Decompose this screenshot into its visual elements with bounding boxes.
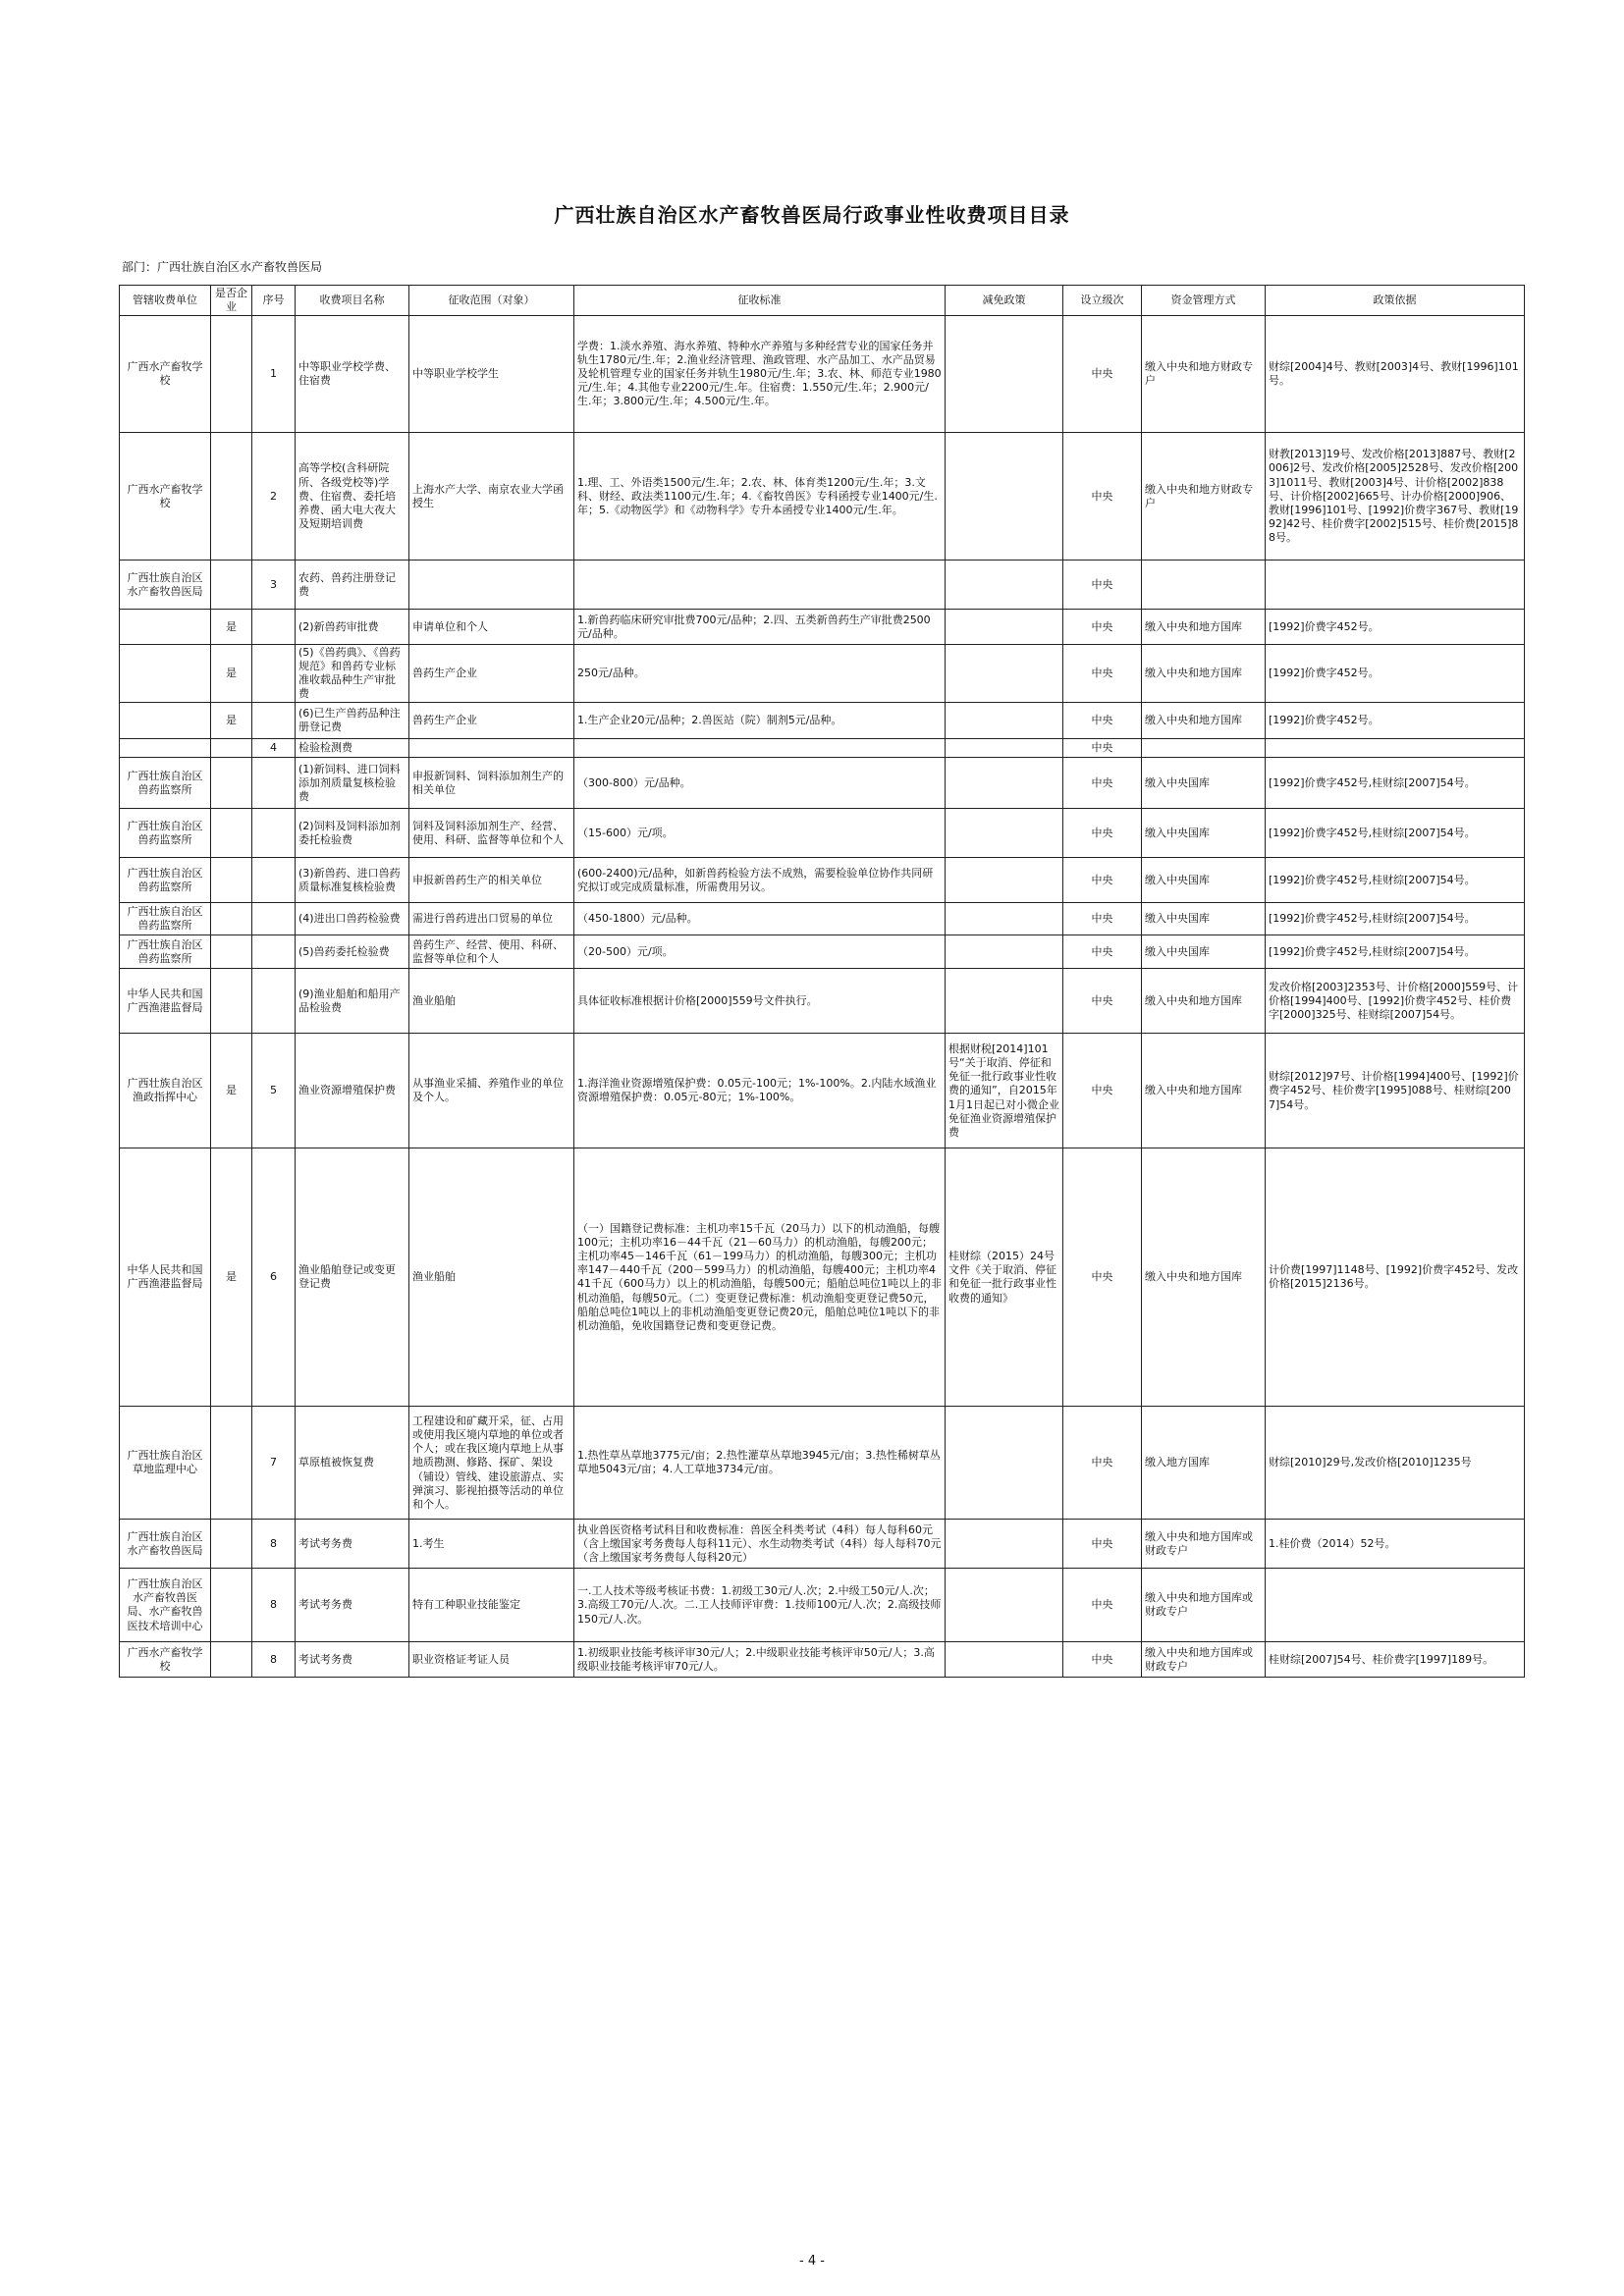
cell-unit: 广西壮族自治区水产畜牧兽医局、水产畜牧兽医技术培训中心 xyxy=(120,1569,211,1642)
cell-unit: 广西壮族自治区水产畜牧兽医局 xyxy=(120,1520,211,1569)
header-seq: 序号 xyxy=(252,286,296,316)
cell-fund: 缴入中央和地方国库 xyxy=(1142,645,1266,703)
cell-fund: 缴入中央和地方国库 xyxy=(1142,1148,1266,1407)
cell-basis: 桂财综[2007]54号、桂价费字[1997]189号。 xyxy=(1266,1642,1525,1678)
cell-relief xyxy=(946,316,1063,433)
cell-basis xyxy=(1266,1569,1525,1642)
cell-relief xyxy=(946,561,1063,610)
cell-unit: 广西壮族自治区草地监理中心 xyxy=(120,1407,211,1520)
page-title: 广西壮族自治区水产畜牧兽医局行政事业性收费项目目录 xyxy=(554,203,1070,227)
cell-fund: 缴入中央国库 xyxy=(1142,809,1266,858)
table-row xyxy=(120,1034,1525,1148)
cell-level: 中央 xyxy=(1063,1034,1142,1148)
cell-relief xyxy=(946,1642,1063,1678)
cell-name: 渔业船舶登记或变更登记费 xyxy=(296,1148,409,1407)
cell-enterprise xyxy=(211,903,252,935)
cell-standard: （450-1800）元/品种。 xyxy=(574,903,946,935)
cell-enterprise xyxy=(211,739,252,758)
cell-standard: 具体征收标准根据计价格[2000]559号文件执行。 xyxy=(574,969,946,1034)
cell-standard: 学费：1.淡水养殖、海水养殖、特种水产养殖与多种经营专业的国家任务并轨生1780元/生.年；2.渔业经济管理、渔政管理、水产品加工、水产品贸易及轮机管理专业的国家任务并轨生1980元/生.年；3.农、林、师范专业1980元/生.年；4.其他专业2200元/生.年。住宿费：1.550元/生.年；2.900元/生.年；3.800元/生.年；4.500元/生.年。 xyxy=(574,316,946,433)
cell-fund: 缴入地方国库 xyxy=(1142,1407,1266,1520)
cell-basis xyxy=(1266,739,1525,758)
cell-name: 考试考务费 xyxy=(296,1569,409,1642)
cell-fund: 缴入中央国库 xyxy=(1142,858,1266,903)
header-fund: 资金管理方式 xyxy=(1142,286,1266,316)
cell-seq: 3 xyxy=(252,561,296,610)
cell-level: 中央 xyxy=(1063,1642,1142,1678)
cell-relief: 桂财综（2015）24号文件《关于取消、停征和免征一批行政事业性收费的通知》 xyxy=(946,1148,1063,1407)
cell-fund: 缴入中央和地方国库或财政专户 xyxy=(1142,1642,1266,1678)
cell-fund: 缴入中央和地方国库 xyxy=(1142,1034,1266,1148)
cell-enterprise xyxy=(211,1407,252,1520)
cell-relief xyxy=(946,969,1063,1034)
cell-level: 中央 xyxy=(1063,1520,1142,1569)
cell-scope: 从事渔业采捕、养殖作业的单位及个人。 xyxy=(409,1034,574,1148)
cell-relief xyxy=(946,1520,1063,1569)
cell-scope: 渔业船舶 xyxy=(409,1148,574,1407)
cell-standard: （300-800）元/品种。 xyxy=(574,758,946,809)
cell-level: 中央 xyxy=(1063,969,1142,1034)
cell-name: 中等职业学校学费、住宿费 xyxy=(296,316,409,433)
cell-fund: 缴入中央国库 xyxy=(1142,903,1266,935)
cell-seq: 4 xyxy=(252,739,296,758)
cell-basis: 1.桂价费（2014）52号。 xyxy=(1266,1520,1525,1569)
cell-standard: 250元/品种。 xyxy=(574,645,946,703)
cell-level: 中央 xyxy=(1063,561,1142,610)
cell-basis: 财综[2012]97号、计价格[1994]400号、[1992]价费字452号、桂价费字[1995]088号、桂财综[2007]54号。 xyxy=(1266,1034,1525,1148)
cell-relief xyxy=(946,433,1063,561)
cell-name: 考试考务费 xyxy=(296,1520,409,1569)
cell-enterprise xyxy=(211,935,252,969)
cell-seq xyxy=(252,935,296,969)
table-row xyxy=(120,1642,1525,1678)
cell-fund: 缴入中央和地方国库或财政专户 xyxy=(1142,1569,1266,1642)
cell-enterprise xyxy=(211,1520,252,1569)
cell-unit: 广西水产畜牧学校 xyxy=(120,1642,211,1678)
cell-basis: 发改价格[2003]2353号、计价格[2000]559号、计价格[1994]400号、[1992]价费字452号、桂价费字[2000]325号、桂财综[2007]54号。 xyxy=(1266,969,1525,1034)
header-standard: 征收标准 xyxy=(574,286,946,316)
cell-scope: 兽药生产企业 xyxy=(409,703,574,739)
cell-standard: 1.初级职业技能考核评审30元/人；2.中级职业技能考核评审50元/人；3.高级职业技能考核评审70元/人。 xyxy=(574,1642,946,1678)
header-relief: 减免政策 xyxy=(946,286,1063,316)
cell-relief xyxy=(946,858,1063,903)
cell-level: 中央 xyxy=(1063,610,1142,645)
cell-scope: 饲料及饲料添加剂生产、经营、使用、科研、监督等单位和个人 xyxy=(409,809,574,858)
cell-relief xyxy=(946,703,1063,739)
department-label: 部门：广西壮族自治区水产畜牧兽医局 xyxy=(122,260,323,274)
cell-scope xyxy=(409,739,574,758)
cell-enterprise xyxy=(211,969,252,1034)
cell-level: 中央 xyxy=(1063,645,1142,703)
cell-relief: 根据财税[2014]101号“关于取消、停征和免征一批行政事业性收费的通知”，自2015年1月1日起已对小微企业免征渔业资源增殖保护费 xyxy=(946,1034,1063,1148)
cell-unit xyxy=(120,739,211,758)
cell-standard: 1.生产企业20元/品种；2.兽医站（院）制剂5元/品种。 xyxy=(574,703,946,739)
cell-name: 检验检测费 xyxy=(296,739,409,758)
cell-fund: 缴入中央国库 xyxy=(1142,758,1266,809)
cell-enterprise xyxy=(211,1569,252,1642)
cell-level: 中央 xyxy=(1063,935,1142,969)
cell-relief xyxy=(946,758,1063,809)
table-row xyxy=(120,433,1525,561)
cell-fund: 缴入中央和地方国库 xyxy=(1142,610,1266,645)
table-row xyxy=(120,1569,1525,1642)
cell-scope: 需进行兽药进出口贸易的单位 xyxy=(409,903,574,935)
table-row xyxy=(120,316,1525,433)
cell-level: 中央 xyxy=(1063,758,1142,809)
cell-scope xyxy=(409,561,574,610)
cell-standard: 1.理、工、外语类1500元/生.年；2.农、林、体育类1200元/生.年；3.文科、财经、政法类1100元/生.年；4.《畜牧兽医》专科函授专业1400元/生.年；5.《动物医学》和《动物科学》专升本函授专业1400元/生.年。 xyxy=(574,433,946,561)
table-row xyxy=(120,758,1525,809)
cell-basis xyxy=(1266,561,1525,610)
header-level: 设立级次 xyxy=(1063,286,1142,316)
cell-fund: 缴入中央和地方财政专户 xyxy=(1142,316,1266,433)
cell-seq: 8 xyxy=(252,1520,296,1569)
cell-enterprise xyxy=(211,316,252,433)
cell-unit: 广西壮族自治区兽药监察所 xyxy=(120,858,211,903)
cell-seq xyxy=(252,858,296,903)
cell-relief xyxy=(946,903,1063,935)
cell-level: 中央 xyxy=(1063,858,1142,903)
cell-enterprise xyxy=(211,1642,252,1678)
cell-seq xyxy=(252,758,296,809)
table-row xyxy=(120,561,1525,610)
cell-standard xyxy=(574,561,946,610)
cell-fund: 缴入中央和地方财政专户 xyxy=(1142,433,1266,561)
cell-basis: [1992]价费字452号,桂财综[2007]54号。 xyxy=(1266,935,1525,969)
table-row xyxy=(120,969,1525,1034)
cell-name: (9)渔业船舶和船用产品检验费 xyxy=(296,969,409,1034)
cell-enterprise: 是 xyxy=(211,703,252,739)
cell-level: 中央 xyxy=(1063,903,1142,935)
cell-basis: 财教[2013]19号、发改价格[2013]887号、教财[2006]2号、发改价格[2005]2528号、发改价格[2003]1011号、教财[2003]4号、计价格[2002]838号、计价格[2002]665号、计办价格[2000]906、教财[1996]101号、[1992]价费字367号、教财[1992]42号、桂价费字[2002]515号、桂价费[2015]88号。 xyxy=(1266,433,1525,561)
table-row xyxy=(120,739,1525,758)
cell-standard: 1.新兽药临床研究审批费700元/品种；2.四、五类新兽药生产审批费2500元/品种。 xyxy=(574,610,946,645)
cell-enterprise xyxy=(211,561,252,610)
cell-scope: 申报新兽药生产的相关单位 xyxy=(409,858,574,903)
cell-seq xyxy=(252,703,296,739)
cell-seq xyxy=(252,903,296,935)
cell-seq: 7 xyxy=(252,1407,296,1520)
cell-unit: 广西水产畜牧学校 xyxy=(120,433,211,561)
cell-standard xyxy=(574,739,946,758)
cell-unit: 中华人民共和国广西渔港监督局 xyxy=(120,1148,211,1407)
table-header-row xyxy=(120,286,1525,316)
cell-name: 渔业资源增殖保护费 xyxy=(296,1034,409,1148)
cell-unit: 广西壮族自治区兽药监察所 xyxy=(120,758,211,809)
cell-relief xyxy=(946,739,1063,758)
cell-fund: 缴入中央国库 xyxy=(1142,935,1266,969)
cell-name: (5)兽药委托检验费 xyxy=(296,935,409,969)
header-unit: 管辖收费单位 xyxy=(120,286,211,316)
cell-level: 中央 xyxy=(1063,316,1142,433)
table-row xyxy=(120,645,1525,703)
cell-fund: 缴入中央和地方国库 xyxy=(1142,969,1266,1034)
cell-unit: 广西壮族自治区兽药监察所 xyxy=(120,935,211,969)
cell-enterprise xyxy=(211,809,252,858)
cell-level: 中央 xyxy=(1063,1569,1142,1642)
table-row xyxy=(120,935,1525,969)
cell-scope: 特有工种职业技能鉴定 xyxy=(409,1569,574,1642)
cell-standard: 一.工人技术等级考核证书费：1.初级工30元/人.次；2.中级工50元/人.次；3.高级工70元/人.次。二.工人技师评审费：1.技师100元/人.次；2.高级技师150元/人.次。 xyxy=(574,1569,946,1642)
cell-scope: 1.考生 xyxy=(409,1520,574,1569)
cell-basis: 计价费[1997]1148号、[1992]价费字452号、发改价格[2015]2136号。 xyxy=(1266,1148,1525,1407)
cell-relief xyxy=(946,1569,1063,1642)
cell-seq: 8 xyxy=(252,1569,296,1642)
page-number: - 4 - xyxy=(799,2254,825,2269)
table-row xyxy=(120,809,1525,858)
cell-name: 草原植被恢复费 xyxy=(296,1407,409,1520)
cell-scope: 兽药生产、经营、使用、科研、监督等单位和个人 xyxy=(409,935,574,969)
cell-scope: 申请单位和个人 xyxy=(409,610,574,645)
cell-seq: 8 xyxy=(252,1642,296,1678)
cell-seq xyxy=(252,969,296,1034)
header-basis: 政策依据 xyxy=(1266,286,1525,316)
cell-basis: [1992]价费字452号。 xyxy=(1266,610,1525,645)
cell-unit: 广西壮族自治区兽药监察所 xyxy=(120,903,211,935)
cell-relief xyxy=(946,610,1063,645)
header-scope: 征收范围（对象） xyxy=(409,286,574,316)
cell-enterprise: 是 xyxy=(211,645,252,703)
cell-relief xyxy=(946,935,1063,969)
cell-seq: 5 xyxy=(252,1034,296,1148)
cell-standard: （一）国籍登记费标准：主机功率15千瓦（20马力）以下的机动渔船，每艘100元；主机功率16－44千瓦（21－60马力）的机动渔船，每艘200元；主机功率45－146千瓦（61－199马力）的机动渔船，每艘300元；主机功率147－440千瓦（200－599马力）的机动渔船，每艘400元；主机功率441千瓦（600马力）以上的机动渔船，每艘500元；船舶总吨位1吨以上的非机动渔船，每艘50元。（二）变更登记费标准：机动渔船变更登记费50元，船舶总吨位1吨以上的非机动渔船变更登记费20元，船舶总吨位1吨以下的非机动渔船，免收国籍登记费和变更登记费。 xyxy=(574,1148,946,1407)
cell-scope: 工程建设和矿藏开采，征、占用或使用我区境内草地的单位或者个人；或在我区境内草地上从事地质勘测、修路、探矿、架设（铺设）管线、建设旅游点、实弹演习、影视拍摄等活动的单位和个人。 xyxy=(409,1407,574,1520)
cell-standard: （20-500）元/项。 xyxy=(574,935,946,969)
table-row xyxy=(120,1520,1525,1569)
cell-name: (3)新兽药、进口兽药质量标准复核检验费 xyxy=(296,858,409,903)
cell-basis: [1992]价费字452号,桂财综[2007]54号。 xyxy=(1266,903,1525,935)
cell-basis: [1992]价费字452号。 xyxy=(1266,703,1525,739)
table-row xyxy=(120,858,1525,903)
cell-basis: [1992]价费字452号。 xyxy=(1266,645,1525,703)
cell-scope: 中等职业学校学生 xyxy=(409,316,574,433)
cell-enterprise: 是 xyxy=(211,610,252,645)
cell-seq: 1 xyxy=(252,316,296,433)
cell-unit: 广西壮族自治区水产畜牧兽医局 xyxy=(120,561,211,610)
cell-basis: [1992]价费字452号,桂财综[2007]54号。 xyxy=(1266,858,1525,903)
cell-name: (1)新饲料、进口饲料添加剂质量复核检验费 xyxy=(296,758,409,809)
cell-unit xyxy=(120,703,211,739)
cell-basis: 财综[2010]29号,发改价格[2010]1235号 xyxy=(1266,1407,1525,1520)
cell-seq xyxy=(252,610,296,645)
table-row xyxy=(120,703,1525,739)
cell-fund xyxy=(1142,561,1266,610)
cell-enterprise: 是 xyxy=(211,1148,252,1407)
cell-enterprise xyxy=(211,758,252,809)
cell-level: 中央 xyxy=(1063,433,1142,561)
cell-unit: 中华人民共和国广西渔港监督局 xyxy=(120,969,211,1034)
cell-enterprise xyxy=(211,858,252,903)
cell-scope: 兽药生产企业 xyxy=(409,645,574,703)
cell-standard: 执业兽医资格考试科目和收费标准：兽医全科类考试（4科）每人每科60元（含上缴国家考务费每人每科11元）、水生动物类考试（4科）每人每科70元（含上缴国家考务费每人每科20元） xyxy=(574,1520,946,1569)
cell-name: (4)进出口兽药检验费 xyxy=(296,903,409,935)
cell-name: (2)饲料及饲料添加剂委托检验费 xyxy=(296,809,409,858)
cell-name: 考试考务费 xyxy=(296,1642,409,1678)
cell-seq: 2 xyxy=(252,433,296,561)
cell-level: 中央 xyxy=(1063,809,1142,858)
cell-basis: 财综[2004]4号、教财[2003]4号、教财[1996]101号。 xyxy=(1266,316,1525,433)
cell-name: 农药、兽药注册登记费 xyxy=(296,561,409,610)
fee-table xyxy=(119,285,1525,1678)
cell-seq xyxy=(252,645,296,703)
cell-enterprise: 是 xyxy=(211,1034,252,1148)
table-row xyxy=(120,903,1525,935)
table-row xyxy=(120,1407,1525,1520)
cell-name: (6)已生产兽药品种注册登记费 xyxy=(296,703,409,739)
cell-unit: 广西壮族自治区兽药监察所 xyxy=(120,809,211,858)
table-row xyxy=(120,610,1525,645)
cell-name: (5)《兽药典》、《兽药规范》和兽药专业标准收载品种生产审批费 xyxy=(296,645,409,703)
cell-fund xyxy=(1142,739,1266,758)
cell-fund: 缴入中央和地方国库 xyxy=(1142,703,1266,739)
cell-unit xyxy=(120,610,211,645)
cell-standard: 1.海洋渔业资源增殖保护费：0.05元-100元；1%-100%。2.内陆水域渔业资源增殖保护费：0.05元-80元；1%-100%。 xyxy=(574,1034,946,1148)
cell-basis: [1992]价费字452号,桂财综[2007]54号。 xyxy=(1266,809,1525,858)
cell-relief xyxy=(946,809,1063,858)
table-row xyxy=(120,1148,1525,1407)
cell-relief xyxy=(946,645,1063,703)
cell-level: 中央 xyxy=(1063,1148,1142,1407)
cell-level: 中央 xyxy=(1063,703,1142,739)
cell-standard: (600-2400)元/品种，如新兽药检验方法不成熟，需要检验单位协作共同研究拟订或完成质量标准，所需费用另议。 xyxy=(574,858,946,903)
cell-fund: 缴入中央和地方国库或财政专户 xyxy=(1142,1520,1266,1569)
cell-unit: 广西水产畜牧学校 xyxy=(120,316,211,433)
cell-scope: 渔业船舶 xyxy=(409,969,574,1034)
cell-seq: 6 xyxy=(252,1148,296,1407)
cell-level: 中央 xyxy=(1063,739,1142,758)
cell-basis: [1992]价费字452号,桂财综[2007]54号。 xyxy=(1266,758,1525,809)
cell-scope: 职业资格证考证人员 xyxy=(409,1642,574,1678)
cell-standard: （15-600）元/项。 xyxy=(574,809,946,858)
cell-enterprise xyxy=(211,433,252,561)
cell-relief xyxy=(946,1407,1063,1520)
cell-unit: 广西壮族自治区渔政指挥中心 xyxy=(120,1034,211,1148)
cell-name: 高等学校(含科研院所、各级党校等)学费、住宿费、委托培养费、函大电大夜大及短期培训费 xyxy=(296,433,409,561)
cell-level: 中央 xyxy=(1063,1407,1142,1520)
header-name: 收费项目名称 xyxy=(296,286,409,316)
cell-seq xyxy=(252,809,296,858)
cell-name: (2)新兽药审批费 xyxy=(296,610,409,645)
cell-scope: 上海水产大学、南京农业大学函授生 xyxy=(409,433,574,561)
cell-unit xyxy=(120,645,211,703)
cell-scope: 申报新饲料、饲料添加剂生产的相关单位 xyxy=(409,758,574,809)
header-enterprise: 是否企业 xyxy=(211,286,252,316)
cell-standard: 1.热性草丛草地3775元/亩；2.热性灌草丛草地3945元/亩；3.热性稀树草丛草地5043元/亩；4.人工草地3734元/亩。 xyxy=(574,1407,946,1520)
